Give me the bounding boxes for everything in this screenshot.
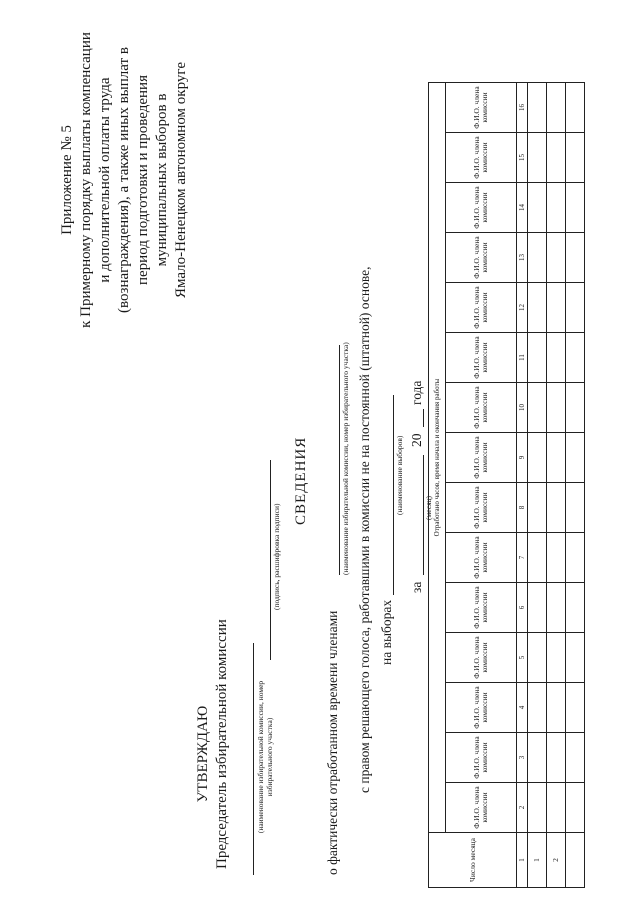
column-number: 15 [517, 133, 528, 183]
hours-cell[interactable] [547, 433, 566, 483]
hours-cell[interactable] [547, 783, 566, 833]
hours-cell[interactable] [528, 683, 547, 733]
hours-cell[interactable] [528, 333, 547, 383]
appendix-line: муниципальных выборов в [154, 93, 170, 267]
hours-cell[interactable] [547, 133, 566, 183]
column-number: 2 [517, 783, 528, 833]
hours-cell[interactable] [547, 233, 566, 283]
hours-group-header [429, 83, 446, 833]
period-za: за [409, 581, 424, 593]
hours-cell[interactable] [566, 633, 585, 683]
commission-name-caption [256, 657, 274, 857]
year-suffix: года [409, 380, 424, 405]
member-column-header: Ф.И.О. члена комиссии [446, 533, 517, 583]
member-column-header: Ф.И.О. члена комиссии [446, 633, 517, 683]
hours-cell[interactable] [566, 233, 585, 283]
hours-group-header-text: Отработано часов, время начала и окончания работы [433, 378, 441, 537]
column-number: 16 [517, 83, 528, 133]
appendix-line: Ямало-Ненецком автономном округе [173, 62, 189, 298]
hours-cell[interactable] [566, 733, 585, 783]
hours-cell[interactable] [547, 383, 566, 433]
member-column-header: Ф.И.О. члена комиссии [446, 383, 517, 433]
member-column-header: Ф.И.О. члена комиссии [446, 233, 517, 283]
day-cell [566, 833, 585, 888]
document-title: СВЕДЕНИЯ [293, 436, 309, 525]
hours-cell[interactable] [566, 133, 585, 183]
appendix-line: Приложение № 5 [59, 125, 75, 235]
hours-cell[interactable] [566, 683, 585, 733]
member-column-header: Ф.И.О. члена комиссии [446, 433, 517, 483]
commission-name-fill-line [339, 345, 340, 575]
member-column-header: Ф.И.О. члена комиссии [446, 183, 517, 233]
elections-name-line [393, 395, 394, 595]
day-cell: 2 [547, 833, 566, 888]
approval-subtitle: Председатель избирательной комиссии [214, 619, 230, 869]
appendix-line: период подготовки и проведения [135, 75, 151, 285]
member-header-row [446, 83, 517, 888]
commission-name-line [253, 643, 254, 875]
approval-title: УТВЕРЖДАЮ [195, 705, 211, 803]
hours-cell[interactable] [566, 383, 585, 433]
month-caption: (месяц) [424, 495, 433, 520]
hours-cell[interactable] [547, 283, 566, 333]
timesheet-table [428, 82, 585, 888]
hours-cell[interactable] [528, 233, 547, 283]
table-row [566, 83, 585, 888]
commission-fill-caption: (наименование избирательной комиссии, номер избирательного участка) [341, 342, 350, 575]
table-row [528, 83, 547, 888]
column-number: 14 [517, 183, 528, 233]
column-number: 13 [517, 233, 528, 283]
column-number: 7 [517, 533, 528, 583]
hours-cell[interactable] [566, 483, 585, 533]
year-line [423, 409, 424, 427]
hours-cell[interactable] [547, 583, 566, 633]
hours-cell[interactable] [528, 533, 547, 583]
member-column-header: Ф.И.О. члена комиссии [446, 283, 517, 333]
hours-cell[interactable] [547, 683, 566, 733]
heading-line-3: на выборах [379, 599, 394, 665]
hours-cell[interactable] [547, 633, 566, 683]
hours-cell[interactable] [528, 133, 547, 183]
member-column-header: Ф.И.О. члена комиссии [446, 733, 517, 783]
member-column-header: Ф.И.О. члена комиссии [446, 583, 517, 633]
column-number: 6 [517, 583, 528, 633]
hours-cell[interactable] [547, 733, 566, 783]
hours-cell[interactable] [528, 583, 547, 633]
member-column-header: Ф.И.О. члена комиссии [446, 783, 517, 833]
hours-cell[interactable] [566, 333, 585, 383]
appendix-line: и дополнительной оплаты труда [97, 77, 113, 283]
hours-cell[interactable] [547, 183, 566, 233]
member-column-header: Ф.И.О. члена комиссии [446, 483, 517, 533]
hours-cell[interactable] [566, 783, 585, 833]
day-column-header [429, 833, 517, 888]
column-number: 4 [517, 683, 528, 733]
hours-cell[interactable] [566, 533, 585, 583]
hours-cell[interactable] [566, 183, 585, 233]
hours-cell[interactable] [547, 83, 566, 133]
hours-cell[interactable] [528, 383, 547, 433]
column-number: 10 [517, 383, 528, 433]
signature-line [270, 460, 271, 660]
hours-cell[interactable] [566, 583, 585, 633]
appendix-line: (вознаграждения), а также иных выплат в [116, 47, 132, 313]
hours-cell[interactable] [528, 83, 547, 133]
hours-cell[interactable] [547, 533, 566, 583]
table-group-header-row [429, 83, 446, 888]
signature-caption: (подпись, расшифровка подписи) [272, 503, 281, 610]
column-number: 8 [517, 483, 528, 533]
hours-cell[interactable] [528, 733, 547, 783]
hours-cell[interactable] [528, 633, 547, 683]
day-cell: 1 [528, 833, 547, 888]
hours-cell[interactable] [547, 483, 566, 533]
member-column-header: Ф.И.О. члена комиссии [446, 683, 517, 733]
hours-cell[interactable] [528, 483, 547, 533]
column-number: 3 [517, 733, 528, 783]
hours-cell[interactable] [528, 433, 547, 483]
column-number: 5 [517, 633, 528, 683]
hours-cell[interactable] [566, 283, 585, 333]
appendix-line: к Примерному порядку выплаты компенсации [78, 32, 94, 328]
hours-cell[interactable] [528, 283, 547, 333]
heading-line-2: с правом решающего голоса, работавшими в комиссии не на постоянной (штатной) основе, [357, 266, 372, 793]
column-number-row [517, 83, 528, 888]
hours-cell[interactable] [528, 183, 547, 233]
year-prefix: 20 [409, 433, 424, 447]
table-row [547, 83, 566, 888]
hours-cell[interactable] [566, 83, 585, 133]
hours-cell[interactable] [528, 783, 547, 833]
column-number: 11 [517, 333, 528, 383]
member-column-header: Ф.И.О. члена комиссии [446, 333, 517, 383]
member-column-header: Ф.И.О. члена комиссии [446, 83, 517, 133]
member-column-header: Ф.И.О. члена комиссии [446, 133, 517, 183]
appendix-note [58, 15, 191, 345]
elections-name-caption: (наименование выборов) [395, 435, 404, 515]
day-column-header-text: Число месяца [467, 838, 477, 882]
column-number: 12 [517, 283, 528, 333]
column-number: 1 [517, 833, 528, 888]
hours-cell[interactable] [547, 333, 566, 383]
heading-line-1: о фактически отработанном времени членами [325, 610, 340, 875]
approval-block [194, 619, 232, 869]
commission-name-caption-text: (наименование избирательной комиссии, номер избирательного участка) [256, 680, 274, 834]
column-number: 9 [517, 433, 528, 483]
hours-cell[interactable] [566, 433, 585, 483]
